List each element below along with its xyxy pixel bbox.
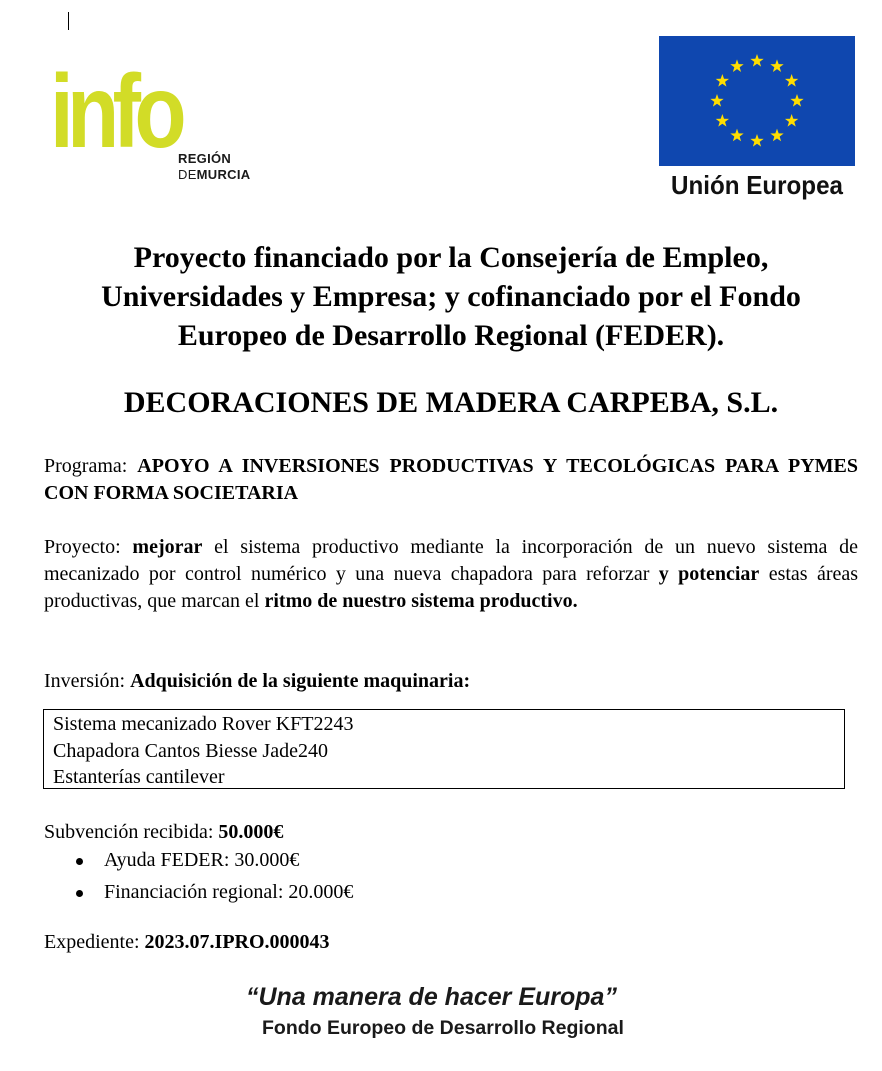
bullet-icon [76, 858, 83, 865]
feder-slogan: “Una manera de hacer Europa” [246, 983, 617, 1011]
subvencion-line [44, 819, 283, 846]
machinery-item: Estanterías cantilever [53, 766, 225, 788]
subvencion-label: Subvención recibida: [44, 821, 214, 843]
info-logo-subtitle: REGIÓN DEMURCIA [178, 151, 251, 182]
expediente-line [44, 929, 330, 956]
inversion-label: Inversión: [44, 670, 126, 692]
programa-value: APOYO A INVERSIONES PRODUCTIVAS Y TECOLÓGICAS PARA PYMES CON FORMA SOCIETARIA [44, 455, 859, 504]
eu-flag-icon [659, 36, 855, 166]
expediente-value: 2023.07.IPRO.000043 [144, 931, 330, 953]
info-logo-word: info [50, 54, 181, 170]
list-item: Financiación regional: 20.000€ [76, 879, 353, 911]
proyecto-label: Proyecto: [44, 536, 121, 558]
programa-label: Programa: [44, 455, 128, 477]
subvencion-breakdown [76, 847, 353, 911]
subvencion-value: 50.000€ [218, 821, 284, 843]
feder-fund-name: Fondo Europeo de Desarrollo Regional [262, 1017, 624, 1039]
info-region-de-murcia-logo [50, 20, 280, 200]
headline: Proyecto financiado por la Consejería de Empleo, Universidades y Empresa; y cofinanciado por el Fondo Europeo de Desarrollo Regional (FEDER). [101, 241, 801, 352]
eu-caption: Unión Europea [671, 170, 843, 200]
machinery-item: Sistema mecanizado Rover KFT2243 [53, 713, 354, 735]
bullet-icon [76, 890, 83, 897]
company-name: DECORACIONES DE MADERA CARPEBA, S.L. [123, 386, 779, 419]
inversion-paragraph [44, 668, 858, 695]
proyecto-paragraph: Proyecto: mejorar el sistema productivo mediante la incorporación de un nuevo sistema de mecanizado por control numérico y una nueva chapadora para reforzar y potenciar estas áreas productivas, que marcan el ritmo de nuestro sistema productivo. [44, 536, 859, 612]
list-item: Ayuda FEDER: 30.000€ [76, 847, 353, 879]
machinery-list-box [43, 709, 845, 789]
inversion-value: Adquisición de la siguiente maquinaria: [130, 670, 471, 692]
expediente-label: Expediente: [44, 931, 140, 953]
machinery-item: Chapadora Cantos Biesse Jade240 [53, 739, 328, 762]
programa-paragraph [44, 453, 858, 507]
